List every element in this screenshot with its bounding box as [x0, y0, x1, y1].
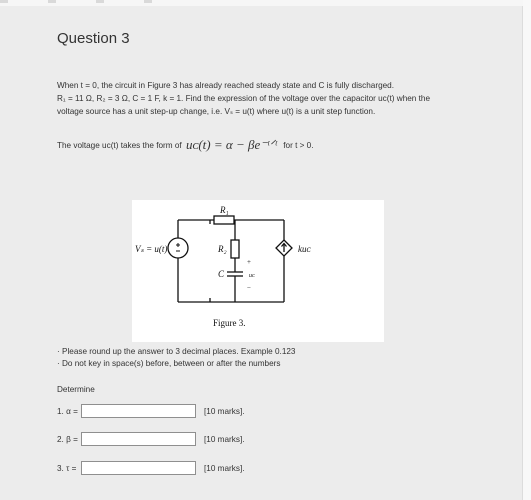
form-statement: [57, 137, 314, 152]
circuit-diagram: [132, 200, 384, 342]
label-minus: −: [247, 284, 251, 292]
label-c: C: [218, 269, 225, 279]
label-r1: R₁: [220, 205, 229, 215]
problem-statement: [57, 79, 430, 118]
label-kuc: kuᴄ: [298, 244, 311, 254]
problem-line: R₁ = 11 Ω, R₂ = 3 Ω, C = 1 F, k = 1. Find the expression of the voltage over the capacitor uᴄ(t) when the: [57, 94, 431, 103]
determine-label: Determine: [57, 385, 95, 394]
answer-label: 1. α =: [57, 407, 78, 416]
instruction-line: · Do not key in space(s) before, between or after the numbers: [57, 359, 281, 368]
marks-label: [10 marks].: [204, 464, 245, 473]
form-formula: uᴄ(t) = α − βe⁻ᵗᐟᵗ: [185, 137, 277, 152]
question-title: Question 3: [57, 30, 130, 47]
alpha-input[interactable]: [81, 404, 196, 418]
form-prefix: The voltage uᴄ(t) takes the form of: [57, 141, 182, 150]
marks-label: [10 marks].: [204, 407, 245, 416]
label-uc: uᴄ: [249, 273, 255, 279]
top-strip-segment: [96, 0, 104, 3]
marks-label: [10 marks].: [204, 435, 245, 444]
beta-input[interactable]: [81, 432, 196, 446]
label-vs: Vₛ = u(t): [135, 244, 168, 254]
instruction-line: · Please round up the answer to 3 decimal places. Example 0.123: [57, 347, 296, 356]
top-strip-segment: [0, 0, 8, 3]
answer-label: 2. β =: [57, 435, 78, 444]
resistor-r2-symbol: [231, 240, 239, 258]
label-r2: R₂: [218, 244, 227, 254]
form-suffix: for t > 0.: [283, 141, 314, 150]
scrollbar-track[interactable]: [523, 0, 531, 500]
label-plus: +: [247, 258, 251, 266]
top-strip-segment: [144, 0, 152, 3]
instructions: [57, 346, 296, 370]
voltage-source-symbol: [168, 238, 188, 258]
question-card: [0, 6, 523, 500]
problem-line: voltage source has a unit step-up change, i.e. Vₛ = u(t) where u(t) is a unit step function.: [57, 107, 376, 116]
problem-line: When t = 0, the circuit in Figure 3 has already reached steady state and C is fully discharged.: [57, 81, 395, 90]
tau-input[interactable]: [81, 461, 196, 475]
top-strip-segment: [48, 0, 56, 3]
answer-label: 3. τ =: [57, 464, 77, 473]
circuit-figure: [132, 200, 384, 342]
resistor-r1-symbol: [214, 216, 234, 224]
figure-caption: Figure 3.: [213, 318, 246, 328]
